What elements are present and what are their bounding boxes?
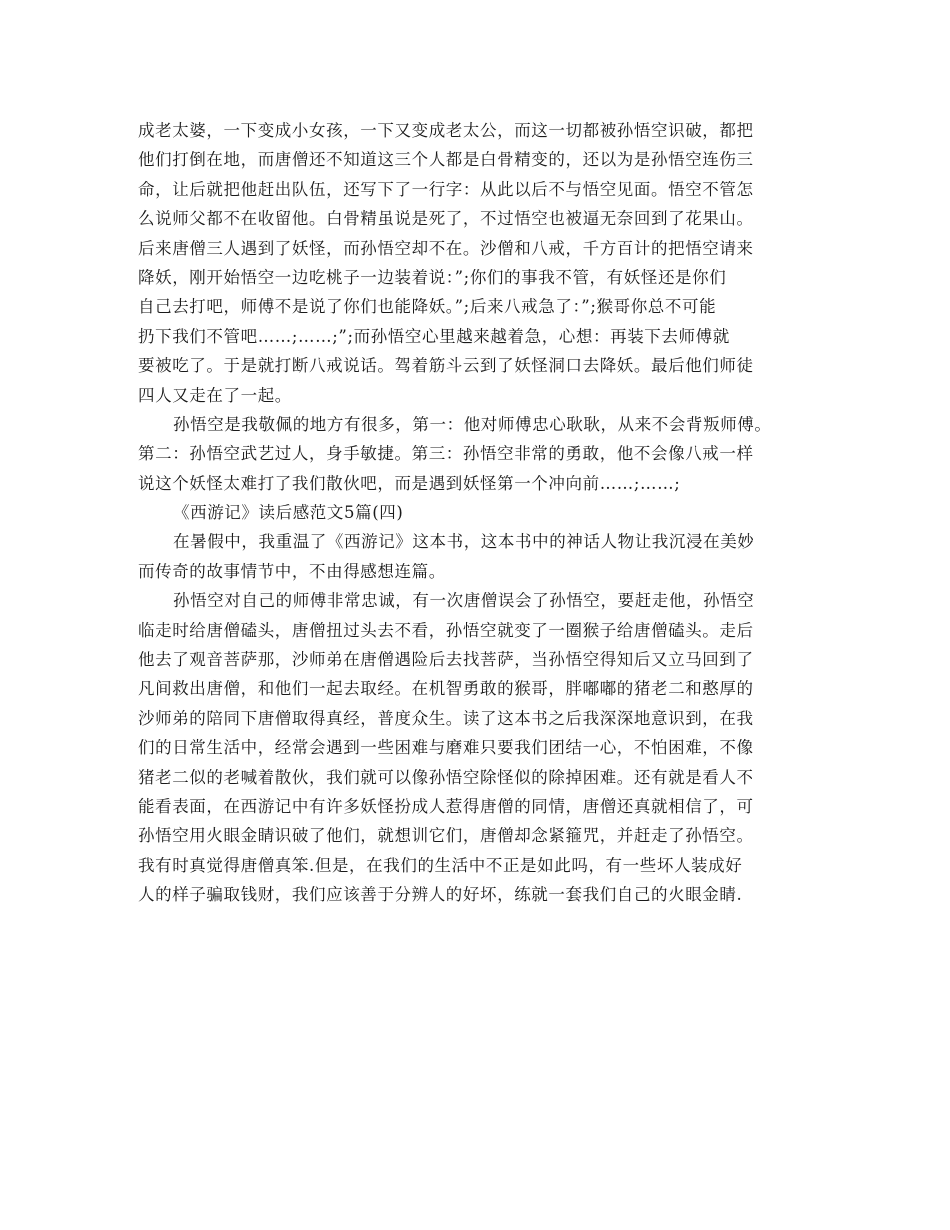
text-line: 临走时给唐僧磕头，唐僧扭过头去不看，孙悟空就变了一圈猴子给唐僧磕头。走后: [138, 620, 754, 640]
text-line: 我有时真觉得唐僧真笨.但是，在我们的生活中不正是如此吗，有一些坏人装成好: [138, 855, 743, 875]
text-line: 们的日常生活中，经常会遇到一些困难与磨难只要我们团结一心，不怕困难，不像: [138, 738, 754, 758]
text-line: 降妖，刚开始悟空一边吃桃子一边装着说：”;你们的事我不管，有妖怪还是你们: [138, 267, 727, 287]
text-line: 能看表面，在西游记中有许多妖怪扮成人惹得唐僧的同情，唐僧还真就相信了，可: [138, 796, 754, 816]
text-line: 四人又走在了一起。: [138, 385, 292, 405]
text-line: 说这个妖怪太难打了我们散伙吧，而是遇到妖怪第一个冲向前……;……;: [138, 473, 681, 493]
text-line: 要被吃了。于是就打断八戒说话。驾着筋斗云到了妖怪洞口去降妖。最后他们师徒: [138, 356, 754, 376]
text-line: 他们打倒在地，而唐僧还不知道这三个人都是白骨精变的，还以为是孙悟空连伤三: [138, 150, 754, 170]
text-line: 孙悟空是我敬佩的地方有很多，第一：他对师傅忠心耿耿，从来不会背叛师傅。: [173, 414, 772, 434]
text-line: 第二：孙悟空武艺过人，身手敏捷。第三：孙悟空非常的勇敢，他不会像八戒一样: [138, 444, 754, 464]
text-line: 孙悟空对自己的师傅非常忠诚，有一次唐僧误会了孙悟空，要赶走他，孙悟空: [173, 591, 755, 611]
text-line: 么说师父都不在收留他。白骨精虽说是死了，不过悟空也被逼无奈回到了花果山。: [138, 209, 754, 229]
text-line: 《西游记》读后感范文5篇(四): [173, 503, 404, 523]
text-line: 成老太婆，一下变成小女孩，一下又变成老太公，而这一切都被孙悟空识破，都把: [138, 121, 754, 140]
text-line: 而传奇的故事情节中，不由得感想连篇。: [138, 561, 446, 581]
text-line: 命，让后就把他赶出队伍，还写下了一行字：从此以后不与悟空见面。悟空不管怎: [138, 179, 754, 199]
text-line: 孙悟空用火眼金睛识破了他们，就想训它们，唐僧却念紧箍咒，并赶走了孙悟空。: [138, 826, 754, 846]
text-line: 在暑假中，我重温了《西游记》这本书，这本书中的神话人物让我沉浸在美妙: [173, 532, 755, 552]
text-line: 人的样子骗取钱财，我们应该善于分辨人的好坏，练就一套我们自己的火眼金睛.: [138, 885, 743, 905]
text-line: 他去了观音菩萨那，沙师弟在唐僧遇险后去找菩萨，当孙悟空得知后又立马回到了: [138, 650, 754, 670]
text-line: 猪老二似的老喊着散伙，我们就可以像孙悟空除怪似的除掉困难。还有就是看人不: [138, 767, 754, 787]
text-line: 扔下我们不管吧……;……;”;而孙悟空心里越来越着急，心想：再装下去师傅就: [138, 326, 730, 346]
text-line: 凡间救出唐僧，和他们一起去取经。在机智勇敢的猴哥，胖嘟嘟的猪老二和憨厚的: [138, 679, 754, 699]
text-line: 自己去打吧，师傅不是说了你们也能降妖。”;后来八戒急了：”;猴哥你总不可能: [138, 297, 717, 317]
text-line: 后来唐僧三人遇到了妖怪，而孙悟空却不在。沙僧和八戒，千方百计的把悟空请来: [138, 238, 754, 258]
text-line: 沙师弟的陪同下唐僧取得真经，普度众生。读了这本书之后我深深地意识到，在我: [138, 708, 754, 728]
document-body: [138, 116, 818, 910]
